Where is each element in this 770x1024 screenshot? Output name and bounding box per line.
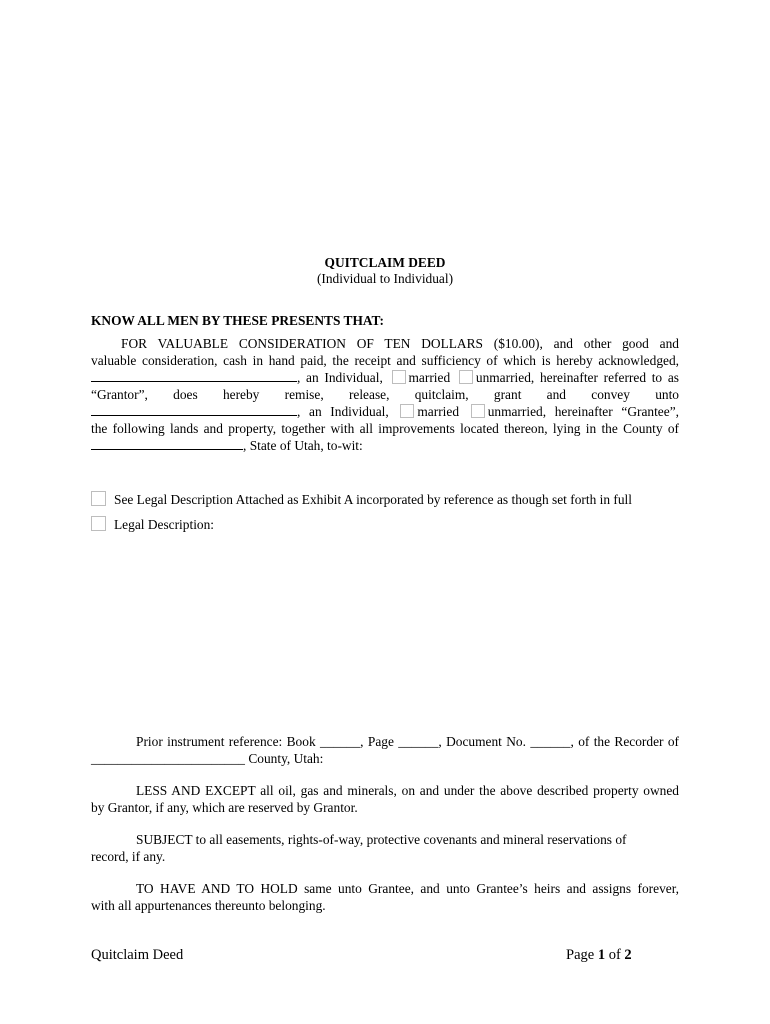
prior-instrument-paragraph (91, 734, 679, 767)
page-word: Page (566, 947, 595, 963)
individual-text: , an Individual, (297, 370, 383, 385)
less-except-paragraph (91, 783, 679, 816)
paragraph-line: Prior instrument reference: Book ______, Page ______, Document No. ______, of the Recorder of (136, 734, 679, 749)
paragraph-line: _______________________ County, Utah: (91, 750, 324, 766)
paragraph-line: FOR VALUABLE CONSIDERATION OF TEN DOLLARS ($10.00), and other good and (121, 336, 679, 351)
unmarried-text: unmarried, hereinafter “Grantee”, (487, 404, 679, 419)
legal-description-option (91, 516, 214, 533)
document-title: QUITCLAIM DEED (324, 255, 446, 270)
exhibit-label: See Legal Description Attached as Exhibit A incorporated by reference as though set forth in full (114, 492, 632, 507)
exhibit-option (91, 491, 632, 508)
paragraph-line: “Grantor”, does hereby remise, release, quitclaim, grant and convey unto (91, 386, 679, 402)
grantor-married-checkbox[interactable] (392, 370, 406, 384)
paragraph-line: by Grantor, if any, which are reserved by Grantor. (91, 799, 358, 815)
section-heading: KNOW ALL MEN BY THESE PRESENTS THAT: (91, 313, 384, 328)
legal-description-checkbox[interactable] (91, 516, 106, 531)
individual-text: , an Individual, (297, 404, 389, 419)
paragraph-line: with all appurtenances thereunto belonging. (91, 897, 326, 913)
grantor-name-blank[interactable] (91, 369, 297, 382)
paragraph-line (91, 403, 679, 421)
paragraph-line: SUBJECT to all easements, rights-of-way, protective covenants and mineral reservations of (136, 832, 627, 847)
current-page: 1 (597, 947, 606, 963)
footer-page-number (566, 947, 632, 964)
grantor-unmarried-checkbox[interactable] (459, 370, 473, 384)
paragraph-line: record, if any. (91, 848, 166, 864)
grantee-married-checkbox[interactable] (400, 404, 414, 418)
habendum-paragraph (91, 881, 679, 914)
legal-description-label: Legal Description: (114, 517, 215, 532)
paragraph-line: TO HAVE AND TO HOLD same unto Grantee, and unto Grantee’s heirs and assigns forever, (136, 881, 679, 896)
exhibit-checkbox[interactable] (91, 491, 106, 506)
grantee-name-blank[interactable] (91, 403, 297, 416)
unmarried-text: unmarried, hereinafter referred to as (475, 370, 679, 385)
grantee-unmarried-checkbox[interactable] (471, 404, 485, 418)
paragraph-line: LESS AND EXCEPT all oil, gas and minerals, on and under the above described property owned (136, 783, 679, 798)
paragraph-line: the following lands and property, together with all improvements located thereon, lying in the County of (91, 420, 679, 436)
paragraph-line (91, 437, 679, 455)
state-text: , State of Utah, to-wit: (243, 438, 363, 453)
married-label: married (408, 370, 451, 385)
married-label: married (417, 404, 460, 419)
paragraph-line (91, 369, 679, 387)
footer-document-name: Quitclaim Deed (91, 947, 184, 963)
paragraph-line: valuable consideration, cash in hand paid, the receipt and sufficiency of which is hereby acknowledged, (91, 352, 679, 368)
total-pages: 2 (624, 947, 632, 963)
consideration-paragraph (91, 336, 679, 455)
of-word: of (608, 947, 621, 963)
document-subtitle: (Individual to Individual) (316, 271, 454, 286)
county-blank[interactable] (91, 437, 243, 450)
subject-to-paragraph (91, 832, 679, 865)
